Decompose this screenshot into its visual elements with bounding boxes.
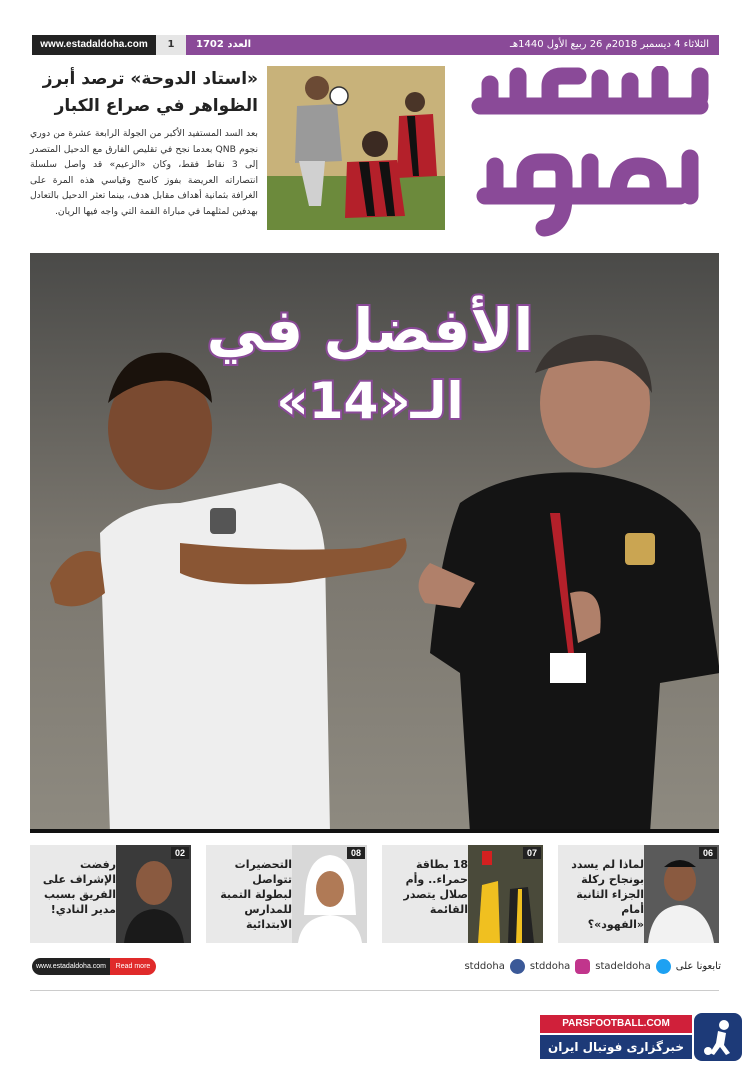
teaser-07-photo-art (468, 845, 543, 943)
issue-number: العدد 1702 (196, 39, 252, 50)
site-url[interactable]: www.estadaldoha.com (32, 35, 156, 55)
top-story-body: بعد السد المستفيد الأكبر من الجولة الرابعة عشرة من دوري نجوم QNB بعدما نجح في تقليص الفارق مع الدحيل المتصدر إلى 3 نقاط فقط، وكان «الزعيم» قد واصل سلسلة انتصاراته العريضة بفوز كاسح وقياسي هذه المرة على الغرافة بثمانية أهداف مقابل هدف، بينما تعثر الدحيل بالتعادل بهدفين لمثلهما في مباراة القمة التي واجه فيها الريان. (30, 128, 258, 217)
top-story-photo[interactable] (267, 66, 445, 230)
twitter-icon[interactable] (656, 959, 671, 974)
main-photo[interactable] (30, 253, 719, 833)
teaser-02-photo-art (116, 845, 191, 943)
facebook-handle[interactable]: stddoha (464, 960, 505, 972)
teaser-02-page: 02 (171, 847, 189, 859)
parsfootball-watermark (540, 1013, 745, 1063)
issue-date: الثلاثاء 4 ديسمبر 2018م 26 ربيع الأول 1440هـ (509, 39, 709, 50)
top-story-title[interactable]: «استاد الدوحة» ترصد أبرز الظواهر في صراع الكبار (42, 69, 258, 116)
footer-site-url[interactable]: www.estadaldoha.com (32, 958, 110, 975)
social-links (455, 956, 721, 976)
twitter-handle[interactable]: stadeldoha (595, 960, 651, 972)
teaser-02[interactable] (30, 845, 191, 943)
watermark-caption: خبرگزاری فوتبال ایران (540, 1035, 692, 1059)
teaser-06[interactable] (558, 845, 719, 943)
teaser-08-text: التحضيرات تتواصل لبطولة التمبة للمدارس الابتدائية (220, 858, 292, 931)
parsfootball-logo-art (694, 1013, 742, 1061)
teaser-08[interactable] (206, 845, 367, 943)
teaser-08-photo (292, 845, 367, 943)
teaser-02-photo (116, 845, 191, 943)
teaser-07[interactable] (382, 845, 543, 943)
top-story-photo-art (267, 66, 445, 230)
teaser-07-photo (468, 845, 543, 943)
main-headline[interactable] (200, 293, 540, 433)
follow-us-label: تابعونا على (675, 960, 721, 972)
teaser-07-text: 18 بطاقة حمراء.. وأم صلال يتصدر القائمة (403, 858, 468, 916)
parsfootball-logo-icon (694, 1013, 742, 1061)
read-more-pill[interactable] (32, 958, 156, 975)
headline-line1: الأفضل في (206, 296, 534, 364)
teaser-06-photo (644, 845, 719, 943)
page-number: 1 (156, 35, 186, 55)
teaser-02-text: رفضت الإشراف على الفريق بسبب مدير النادي! (42, 858, 116, 916)
teaser-08-photo-art (292, 845, 367, 943)
instagram-handle[interactable]: stddoha (529, 960, 571, 972)
read-more-button[interactable]: Read more (110, 958, 156, 975)
watermark-url: PARSFOOTBALL.COM (540, 1015, 692, 1033)
footer-divider (30, 990, 719, 991)
masthead-logo (460, 66, 720, 244)
teaser-06-page: 06 (699, 847, 717, 859)
top-bar (32, 35, 719, 55)
teaser-06-text: لماذا لم يسدد بونجاح ركلة الجزاء الثانية أمام «الفهود»؟ (571, 858, 644, 931)
headline-line2: الـ«14» (276, 372, 464, 430)
teaser-row (30, 845, 719, 943)
facebook-icon[interactable] (510, 959, 525, 974)
date-issue-bar (186, 35, 719, 55)
teaser-06-photo-art (644, 845, 719, 943)
masthead-logo-art (460, 66, 720, 244)
teaser-08-page: 08 (347, 847, 365, 859)
top-story (30, 66, 258, 219)
teaser-07-page: 07 (523, 847, 541, 859)
instagram-icon[interactable] (575, 959, 590, 974)
